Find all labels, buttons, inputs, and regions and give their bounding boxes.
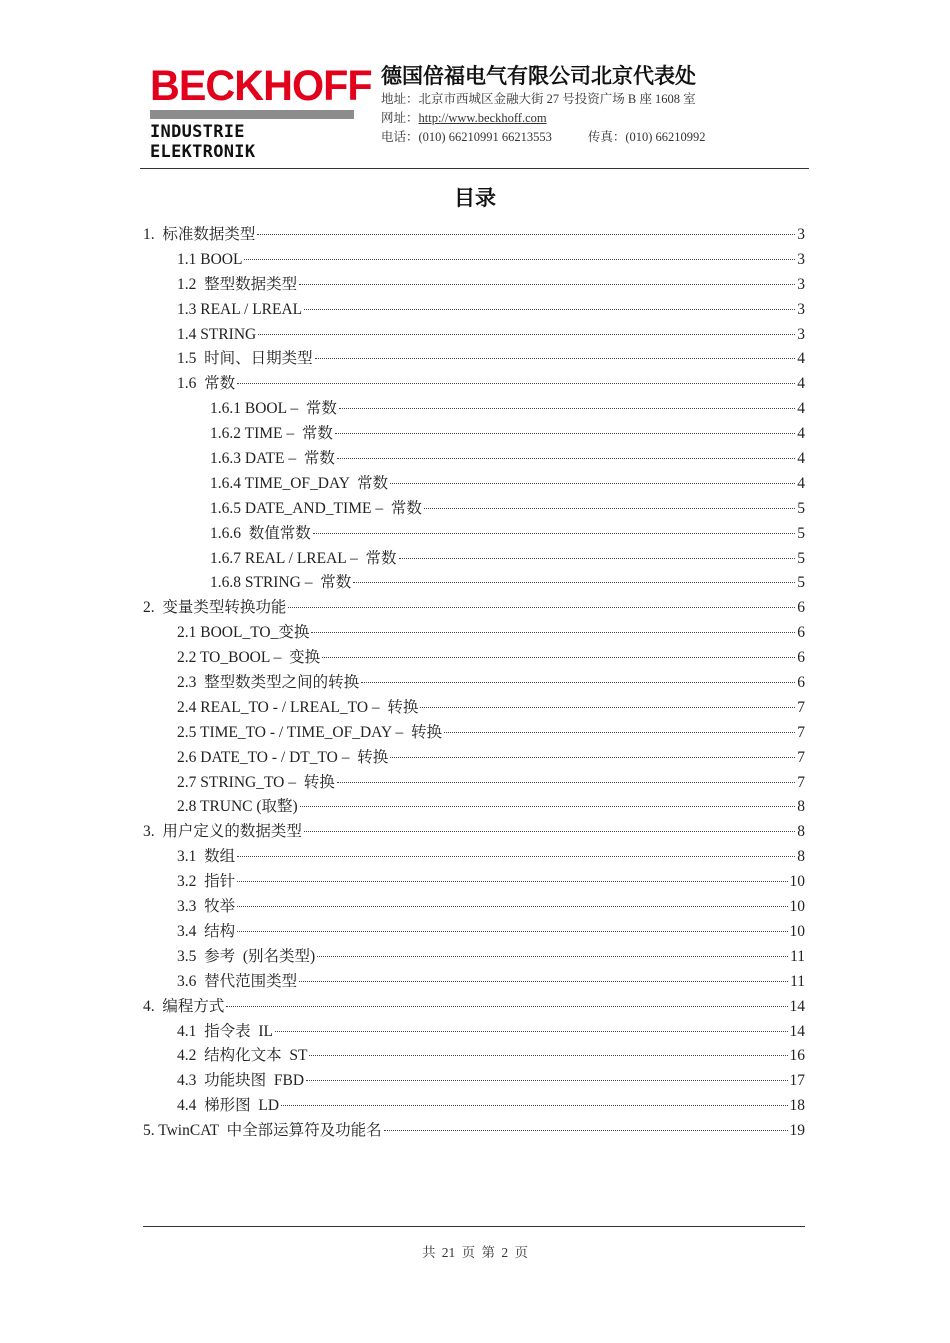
company-address: 地址：北京市西城区金融大街 27 号投资广场 B 座 1608 室: [381, 92, 696, 106]
toc-leader-dots: [226, 1006, 787, 1007]
toc-entry-page: 17: [789, 1072, 805, 1090]
toc-entry-page: 10: [789, 922, 805, 940]
toc-entry[interactable]: [143, 820, 805, 845]
logo-subtitle: INDUSTRIE ELEKTRONIK: [150, 122, 256, 162]
toc-entry[interactable]: [143, 696, 805, 721]
company-website-line: [381, 109, 706, 128]
toc-title: 目录: [454, 186, 496, 210]
footer-divider: [143, 1226, 805, 1227]
toc-entry-title: 1.1 BOOL: [177, 250, 243, 268]
logo-wordmark: BECKHOFF: [150, 62, 372, 110]
toc-entry[interactable]: [143, 447, 805, 472]
toc-leader-dots: [353, 582, 795, 583]
toc-leader-dots: [315, 358, 796, 359]
toc-entry-page: 7: [797, 773, 805, 791]
toc-entry-title: 4.4 梯形图 LD: [177, 1097, 280, 1115]
toc-entry-page: 3: [797, 275, 805, 293]
toc-entry[interactable]: [143, 721, 805, 746]
toc-entry-page: 3: [797, 226, 805, 243]
toc-entry-page: 10: [789, 873, 805, 891]
toc-entry-page: 5: [797, 524, 805, 542]
toc-entry[interactable]: [143, 248, 805, 273]
toc-entry-title: 1.6.7 REAL / LREAL – 常数: [210, 549, 397, 567]
toc-leader-dots: [257, 234, 795, 235]
toc-entry[interactable]: [143, 795, 805, 820]
toc-entry-page: 5: [797, 499, 805, 517]
toc-entry[interactable]: [143, 273, 805, 298]
toc-entry-title: 1.2 整型数据类型: [177, 275, 298, 293]
toc-entry-page: 14: [789, 1022, 805, 1040]
toc-entry[interactable]: [143, 1119, 805, 1144]
toc-entry-page: 5: [797, 574, 805, 592]
toc-leader-dots: [258, 334, 795, 335]
toc-entry-title: 4.2 结构化文本 ST: [177, 1047, 308, 1065]
toc-leader-dots: [304, 831, 795, 832]
toc-entry-page: 6: [797, 649, 805, 667]
toc-leader-dots: [300, 806, 796, 807]
toc-leader-dots: [309, 1055, 787, 1056]
toc-entry-title: 4.3 功能块图 FBD: [177, 1072, 305, 1090]
toc-entry-title: 1.6.1 BOOL – 常数: [210, 400, 337, 418]
toc-entry[interactable]: [143, 223, 805, 248]
toc-entry-title: 2.2 TO_BOOL – 变换: [177, 649, 321, 667]
toc-entry-page: 4: [797, 425, 805, 443]
company-fax: 传真：(010) 66210992: [587, 130, 706, 144]
toc-leader-dots: [237, 383, 795, 384]
toc-leader-dots: [306, 1080, 787, 1081]
toc-entry-title: 2.3 整型数类型之间的转换: [177, 674, 360, 692]
website-link[interactable]: http://www.beckhoff.com: [418, 111, 547, 125]
toc-entry[interactable]: [143, 970, 805, 995]
website-label: 网址：: [381, 111, 419, 125]
toc-entry-title: 1.6.4 TIME_OF_DAY 常数: [210, 474, 389, 492]
toc-entry-page: 6: [797, 624, 805, 642]
toc-leader-dots: [399, 558, 796, 559]
company-contact-line: [381, 128, 706, 147]
toc-leader-dots: [275, 1031, 787, 1032]
toc-entry-title: 5. TwinCAT 中全部运算符及功能名: [143, 1122, 382, 1140]
toc-entry[interactable]: [143, 1069, 805, 1094]
toc-entry-title: 4. 编程方式: [143, 997, 225, 1015]
toc-entry-title: 1.6 常数: [177, 375, 236, 393]
toc-entry-page: 6: [797, 674, 805, 692]
table-of-contents: [143, 223, 805, 1144]
toc-entry-title: 1.6.3 DATE – 常数: [210, 450, 335, 468]
toc-entry-title: 3.1 数组: [177, 848, 236, 866]
toc-entry-page: 19: [789, 1122, 805, 1140]
toc-entry-title: 1. 标准数据类型: [143, 226, 256, 243]
toc-entry[interactable]: [143, 372, 805, 397]
toc-entry-page: 5: [797, 549, 805, 567]
toc-entry-title: 3.6 替代范围类型: [177, 972, 298, 990]
toc-leader-dots: [244, 259, 795, 260]
toc-entry[interactable]: [143, 596, 805, 621]
toc-entry-title: 1.6.2 TIME – 常数: [210, 425, 333, 443]
toc-entry[interactable]: [143, 746, 805, 771]
toc-entry-title: 1.5 时间、日期类型: [177, 350, 313, 368]
toc-entry[interactable]: [143, 920, 805, 945]
company-info: [381, 62, 706, 147]
toc-entry-page: 3: [797, 300, 805, 318]
toc-entry-page: 7: [797, 698, 805, 716]
toc-leader-dots: [361, 682, 795, 683]
toc-entry-page: 8: [797, 798, 805, 816]
toc-entry[interactable]: [143, 547, 805, 572]
toc-entry[interactable]: [143, 347, 805, 372]
toc-entry[interactable]: [143, 1094, 805, 1119]
toc-entry-page: 16: [789, 1047, 805, 1065]
toc-leader-dots: [322, 657, 795, 658]
beckhoff-logo: [150, 62, 372, 162]
toc-entry-title: 2.5 TIME_TO - / TIME_OF_DAY – 转换: [177, 723, 442, 741]
toc-entry-page: 6: [797, 599, 805, 617]
toc-entry[interactable]: [143, 870, 805, 895]
toc-entry[interactable]: [143, 472, 805, 497]
toc-leader-dots: [299, 284, 795, 285]
logo-divider-bar: [150, 110, 354, 119]
toc-leader-dots: [384, 1130, 788, 1131]
toc-leader-dots: [311, 632, 795, 633]
toc-entry[interactable]: [143, 671, 805, 696]
toc-entry-title: 1.4 STRING: [177, 325, 257, 343]
toc-leader-dots: [337, 782, 796, 783]
toc-leader-dots: [304, 309, 795, 310]
toc-leader-dots: [339, 408, 795, 409]
toc-leader-dots: [335, 433, 795, 434]
toc-entry-page: 3: [797, 325, 805, 343]
toc-entry[interactable]: [143, 845, 805, 870]
toc-leader-dots: [237, 856, 795, 857]
toc-leader-dots: [299, 981, 788, 982]
toc-entry[interactable]: [143, 646, 805, 671]
toc-leader-dots: [444, 732, 795, 733]
toc-entry[interactable]: [143, 571, 805, 596]
toc-entry-title: 2.1 BOOL_TO_变换: [177, 624, 310, 642]
toc-entry[interactable]: [143, 522, 805, 547]
toc-entry-title: 3. 用户定义的数据类型: [143, 823, 302, 841]
toc-entry[interactable]: [143, 497, 805, 522]
toc-entry[interactable]: [143, 298, 805, 323]
toc-leader-dots: [420, 707, 795, 708]
toc-entry[interactable]: [143, 422, 805, 447]
toc-entry-title: 1.3 REAL / LREAL: [177, 300, 303, 318]
header-divider: [140, 168, 809, 169]
toc-entry-title: 3.4 结构: [177, 922, 236, 940]
toc-entry-page: 8: [797, 823, 805, 841]
toc-entry[interactable]: [143, 397, 805, 422]
page-number: 共 21 页 第 2 页: [421, 1245, 529, 1260]
toc-entry[interactable]: [143, 1020, 805, 1045]
toc-entry-title: 1.6.5 DATE_AND_TIME – 常数: [210, 499, 422, 517]
toc-entry-page: 11: [790, 972, 805, 990]
toc-leader-dots: [313, 533, 795, 534]
toc-leader-dots: [337, 458, 795, 459]
toc-entry-page: 4: [797, 474, 805, 492]
toc-leader-dots: [424, 508, 795, 509]
toc-entry-title: 3.3 牧举: [177, 898, 236, 916]
toc-leader-dots: [317, 956, 788, 957]
company-phone: 电话：(010) 66210991 66213553: [381, 130, 552, 144]
toc-entry-page: 4: [797, 350, 805, 368]
toc-entry-title: 2. 变量类型转换功能: [143, 599, 287, 617]
toc-entry-page: 18: [789, 1097, 805, 1115]
toc-entry-page: 4: [797, 375, 805, 393]
company-name: 德国倍福电气有限公司北京代表处: [381, 64, 696, 88]
toc-entry[interactable]: [143, 1044, 805, 1069]
toc-entry[interactable]: [143, 945, 805, 970]
toc-entry-title: 1.6.8 STRING – 常数: [210, 574, 352, 592]
toc-entry[interactable]: [143, 995, 805, 1020]
toc-entry-page: 10: [789, 898, 805, 916]
toc-entry-page: 4: [797, 400, 805, 418]
toc-entry-page: 7: [797, 748, 805, 766]
toc-entry-page: 4: [797, 450, 805, 468]
toc-entry[interactable]: [143, 771, 805, 796]
toc-entry-page: 3: [797, 250, 805, 268]
toc-entry-page: 11: [790, 947, 805, 965]
toc-entry[interactable]: [143, 323, 805, 348]
toc-leader-dots: [390, 757, 795, 758]
toc-entry-page: 7: [797, 723, 805, 741]
toc-entry-page: 8: [797, 848, 805, 866]
toc-entry-page: 14: [789, 997, 805, 1015]
toc-entry-title: 2.4 REAL_TO - / LREAL_TO – 转换: [177, 698, 419, 716]
toc-entry[interactable]: [143, 621, 805, 646]
toc-entry-title: 2.7 STRING_TO – 转换: [177, 773, 335, 791]
toc-leader-dots: [237, 881, 787, 882]
toc-entry[interactable]: [143, 895, 805, 920]
toc-leader-dots: [281, 1105, 787, 1106]
toc-leader-dots: [237, 931, 787, 932]
toc-entry-title: 3.2 指针: [177, 873, 236, 891]
toc-entry-title: 1.6.6 数值常数: [210, 524, 311, 542]
toc-leader-dots: [288, 607, 795, 608]
toc-entry-title: 4.1 指令表 IL: [177, 1022, 274, 1040]
toc-entry-title: 2.8 TRUNC (取整): [177, 798, 298, 816]
toc-entry-title: 3.5 参考 (别名类型): [177, 947, 316, 965]
toc-leader-dots: [390, 483, 795, 484]
toc-leader-dots: [237, 906, 787, 907]
toc-entry-title: 2.6 DATE_TO - / DT_TO – 转换: [177, 748, 389, 766]
